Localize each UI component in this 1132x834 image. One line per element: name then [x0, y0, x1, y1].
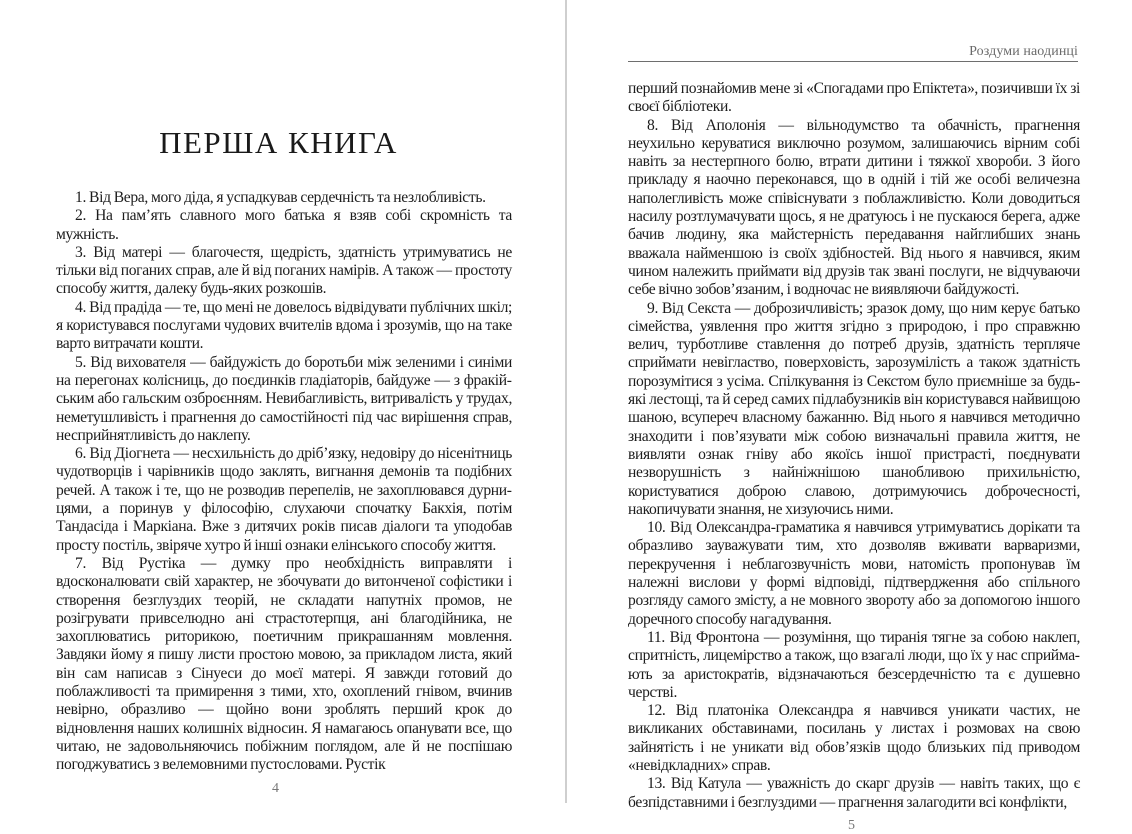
- paragraph-2: 2. На пам’ять славного мого батька я взяв собі скромність та мужність.: [56, 207, 512, 243]
- header-rule: [628, 61, 1078, 62]
- paragraph-12: 12. Від платоніка Олександра я навчився уникати частих, не викликаних обставинами, посилань у листах і розмовах на свою зайнятість і не уникати від обов’язків щодо близьких під приводом «невідкладних» справ.: [628, 702, 1080, 774]
- paragraph-6: 6. Від Діогнета — несхильність до дріб’язку, недовіру до нісенітниць чудотворців і чарівників щодо заклять, вигнання демонів та подібних речей. А також і те, що не розводив перепелів, не захоплювався дурницями, а поринув у філософію, слухаючи спочатку Бакхія, потім Тандасіда і Маркіана. Вже з дитячих років писав діалоги та уподобав просту постіль, звіряче хутро й інші ознаки елінського способу життя.: [56, 445, 512, 554]
- right-page-body: [628, 80, 1080, 812]
- paragraph-4: 4. Від прадіда — те, що мені не довелось відвідувати публічних шкіл; я користувався послугами чудових вчителів вдома і зрозумів, що на таке варто витрачати кошти.: [56, 298, 512, 353]
- paragraph-3: 3. Від матері — благочестя, щедрість, здатність утримуватись не тільки від поганих справ, але й від поганих намірів. А також — простоту способу життя, далеку будь-яких розкошів.: [56, 243, 512, 298]
- paragraph-13: 13. Від Катула — уважність до скарг друзів — навіть таких, що є безпідставними і безглуздими — прагнення залагодити всі конфлікти,: [628, 775, 1080, 811]
- page-number-right: 5: [848, 818, 855, 833]
- paragraph-8: 8. Від Аполонія — вільнодумство та обачність, прагнення неухильно керуватися виключно розумом, залишаючись вірним собі навіть за нестерпного болю, втрати дитини і тяжкої хвороби. З його прикладу я наочно переконався, що в одній і тій же особі величезна наполегливість може співіснувати з поблажливістю. Коли доводиться насилу розтлумачувати щось, я не дратуюсь і не пускаюся берега, адже бачив людину, яка майстерність передавання найглибших знань вважала найменшою із своїх здібностей. Від нього я навчився, яким чином належить приймати від друзів так звані послуги, не відчуваючи себе вічно зобов’язаним, і водночас не виявляючи байдужості.: [628, 116, 1080, 299]
- paragraph-5: 5. Від вихователя — байдужість до боротьби між зеленими і синіми на перегонах колісниць, до поєдинків гладіаторів, байдуже — з фракійським або гальским озброєнням. Невибагливість, витривалість у трудах, неметушливість і прагнення до самостійності під час вирішення справ, несприйнятливість до наклепу.: [56, 353, 512, 444]
- paragraph-7: 7. Від Рустіка — думку про необхідність виправляти і вдосконалювати свій характер, не збочувати до витонченої софістики і створення безглуздих теорій, не складати напутніх промов, не розігрувати привселюдно ані страстотерпця, ані благодійника, не захоплюватись риторикою, поетичним прикрашанням мовлення. Завдяки йому я пишу листи простою мовою, за прикладом листа, який він сам написав з Сінуеси до моєї матері. Я завжди готовий до поблажливості та примирення з тими, хто, охоплений гнівом, вчинив невірно, образливо — щойно вони зроблять перший крок до відновлення наших колишніх відносин. Я намагаюсь опанувати все, що читаю, не задовольняючись побіжним поглядом, але й не поспішаю погоджуватись з велемовними пустословами. Рустік: [56, 554, 512, 774]
- paragraph-9: 9. Від Секста — доброзичливість; зразок дому, що ним керує батько сімейства, уявлення про життя згідно з природою, і про справжню велич, турботливе ставлення до потреб друзів, здатність терпляче сприймати невігластво, поверховість, зарозумілість а також здатність порозумітися з усіма. Спілкування із Секстом було приємніше за будь-які лестощі, та й серед самих підлабузників він користувався найвищою шаною, всупереч власному бажанню. Від нього я навчився методично знаходити і пов’язувати між собою визначальні правила життя, не виявляти ознак гніву або якоїсь іншої пристрасті, поєднувати незворушність з найніжнішою шанобливою прихильністю, користуватися доброю славою, дотримуючись доброчесності, накопичувати знання, не хизуючись ними.: [628, 299, 1080, 518]
- left-page-body: [56, 189, 512, 775]
- chapter-title: ПЕРША КНИГА: [159, 125, 398, 160]
- paragraph-11: 11. Від Фронтона — розуміння, що тиранія тягне за собою наклеп, спритність, лицемірство а також, що взагалі люди, що їх у нас сприймають за аристократів, відзначаються безсердечністю та є душевно черстві.: [628, 628, 1080, 701]
- running-header: Роздуми наодинці: [969, 44, 1078, 59]
- paragraph-1: 1. Від Вера, мого діда, я успадкував сердечність та незлобливість.: [75, 189, 486, 206]
- page-number-left: 4: [272, 781, 279, 796]
- right-page: [567, 0, 1132, 833]
- paragraph-10: 10. Від Олександра-граматика я навчився утримуватись дорікати та образливо зауважувати тим, хто дозволяв вживати варваризми, перекручення і неблагозвучність мови, натомість пропонував їм належні вислови у формі відповіді, підтвердження або спільного розгляду самого змісту, а не мовного звороту або за допомогою іншого доречного способу нагадування.: [628, 519, 1080, 628]
- paragraph-7-continuation: перший познайомив мене зі «Спогадами про Епіктета», позичивши їх зі своєї бібліотеки.: [628, 80, 1080, 116]
- left-page: [0, 0, 565, 803]
